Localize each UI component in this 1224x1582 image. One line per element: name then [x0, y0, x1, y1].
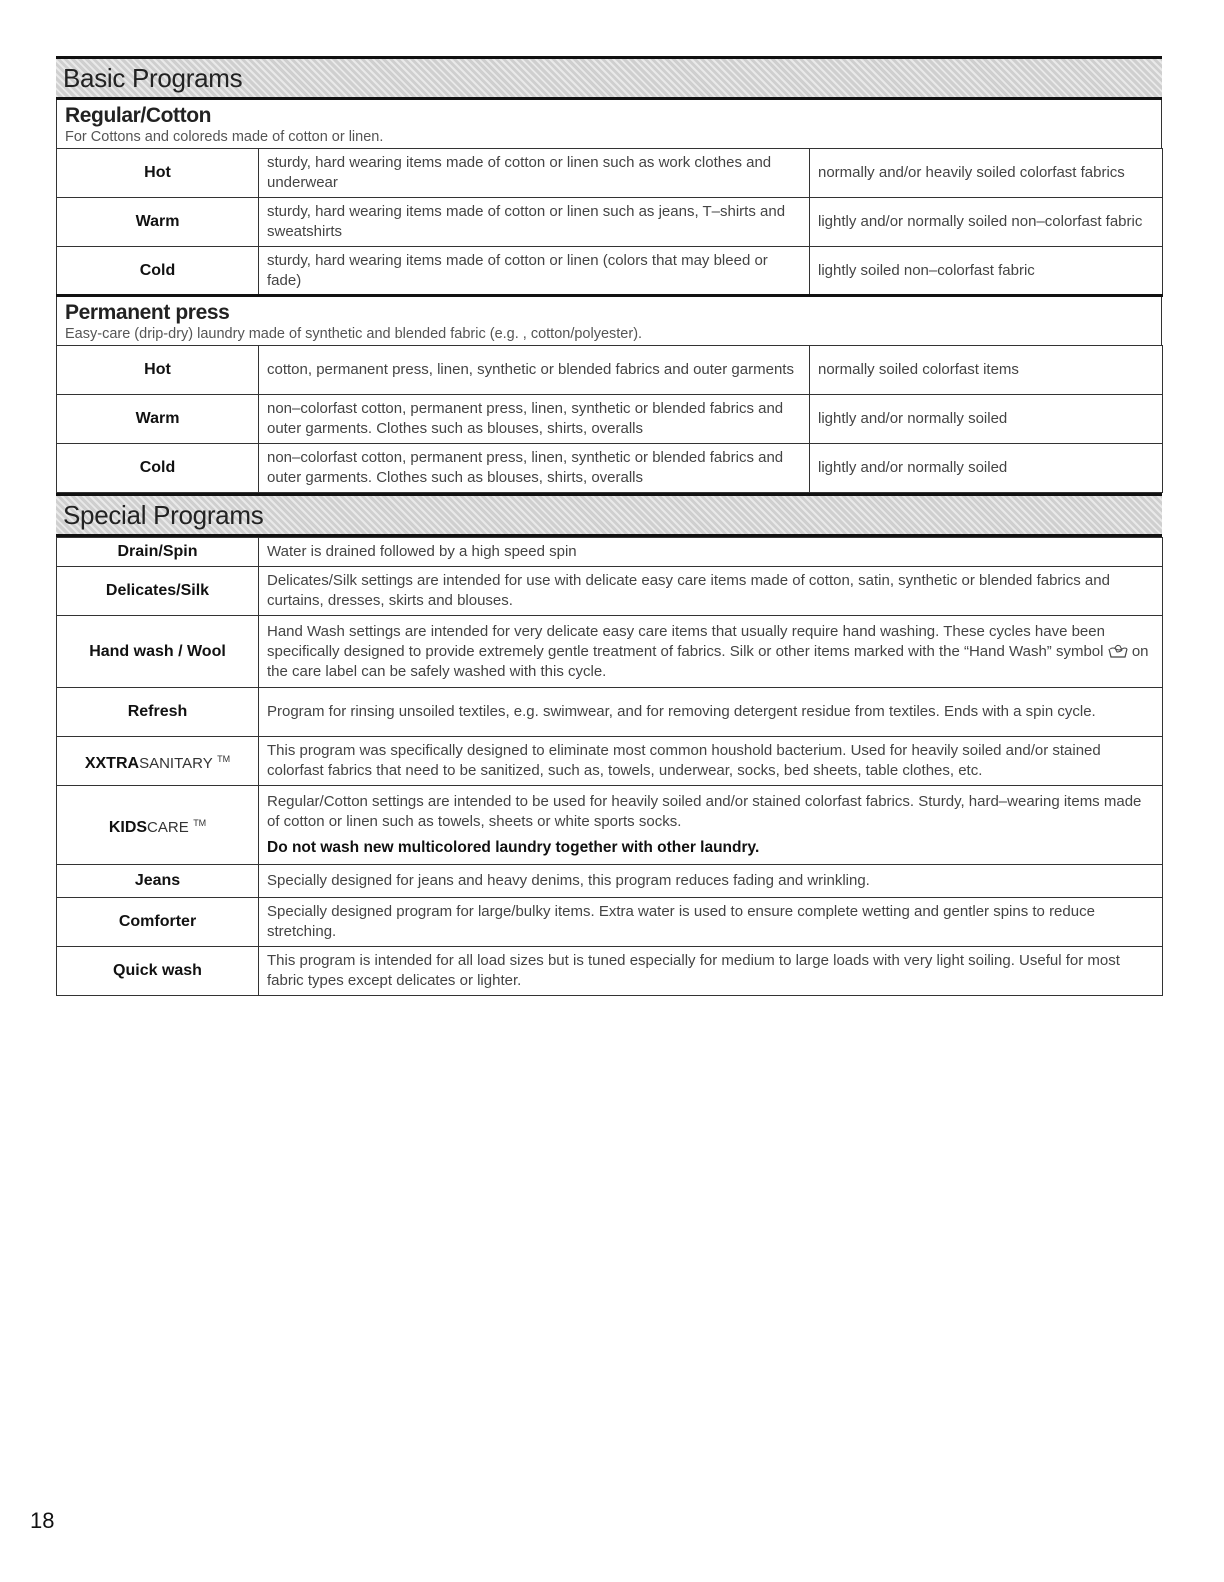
- program-desc: [259, 786, 1163, 865]
- items-cell: sturdy, hard wearing items made of cotton or linen such as work clothes and underwear: [259, 149, 810, 198]
- special-programs-banner: [56, 493, 1162, 537]
- program-label: [57, 737, 259, 786]
- program-desc: Specially designed for jeans and heavy denims, this program reduces fading and wrinkling.: [259, 865, 1163, 898]
- program-desc: This program is intended for all load sizes but is tuned especially for medium to large loads with very light soiling. Useful for most fabric types except delicates or lighter.: [259, 947, 1163, 996]
- table-row: [57, 688, 1163, 737]
- items-cell: sturdy, hard wearing items made of cotton or linen (colors that may bleed or fade): [259, 247, 810, 296]
- temp-label: Cold: [57, 444, 259, 493]
- temp-label: Cold: [57, 247, 259, 296]
- program-desc: [259, 616, 1163, 688]
- basic-programs-banner: [56, 56, 1162, 100]
- table-row: [57, 247, 1163, 296]
- soil-cell: lightly and/or normally soiled: [810, 395, 1163, 444]
- table-row: [57, 346, 1163, 395]
- table-row: [57, 865, 1163, 898]
- program-label: Delicates/Silk: [57, 567, 259, 616]
- program-label: Jeans: [57, 865, 259, 898]
- temp-label: Warm: [57, 395, 259, 444]
- basic-programs-title: Basic Programs: [63, 62, 243, 93]
- trademark-mark: TM: [217, 753, 231, 764]
- program-label: Hand wash / Wool: [57, 616, 259, 688]
- program-desc: This program was specifically designed to eliminate most common houshold bacterium. Used for heavily soiled and/or stained colorfast fabrics that need to be sanitized, such as, towels, underwear, socks, bed sheets, table clothes, etc.: [259, 737, 1163, 786]
- special-programs-table: [56, 537, 1163, 996]
- special-programs-title: Special Programs: [63, 499, 264, 530]
- program-label: [57, 786, 259, 865]
- table-row: [57, 444, 1163, 493]
- soil-cell: lightly and/or normally soiled: [810, 444, 1163, 493]
- kids-label-bold: KIDS: [108, 818, 148, 836]
- regular-cotton-desc: For Cottons and coloreds made of cotton or linen.: [65, 129, 384, 145]
- regular-cotton-header: [56, 100, 1162, 148]
- table-row: [57, 786, 1163, 865]
- temp-label: Hot: [57, 346, 259, 395]
- program-desc: Water is drained followed by a high speed spin: [259, 538, 1163, 567]
- kids-label-light: CARE: [147, 818, 189, 836]
- permanent-press-header: [56, 297, 1162, 345]
- regular-cotton-title: Regular/Cotton: [65, 104, 212, 127]
- xxtra-label-bold: XXTRA: [84, 754, 140, 772]
- xxtra-label-light: SANITARY: [139, 754, 213, 772]
- permanent-press-title: Permanent press: [65, 301, 230, 324]
- table-row: [57, 149, 1163, 198]
- soil-cell: normally soiled colorfast items: [810, 346, 1163, 395]
- permanent-press-table: [56, 345, 1163, 493]
- program-desc: Program for rinsing unsoiled textiles, e.g. swimwear, and for removing detergent residue from textiles. Ends with a spin cycle.: [259, 688, 1163, 737]
- table-row: [57, 538, 1163, 567]
- kids-warning: Do not wash new multicolored laundry together with other laundry.: [267, 839, 760, 856]
- items-cell: non–colorfast cotton, permanent press, linen, synthetic or blended fabrics and outer garments. Clothes such as blouses, shirts, overalls: [259, 444, 810, 493]
- hand-wash-symbol-icon: [1108, 644, 1128, 658]
- table-row: [57, 567, 1163, 616]
- program-label: Comforter: [57, 898, 259, 947]
- page-content: [56, 56, 1162, 996]
- soil-cell: lightly soiled non–colorfast fabric: [810, 247, 1163, 296]
- kids-desc: Regular/Cotton settings are intended to be used for heavily soiled and/or stained colorfast fabrics. Sturdy, hard–wearing items made of cotton or linen such as towels, sheets or white sports socks.: [267, 793, 1142, 830]
- table-row: [57, 737, 1163, 786]
- table-row: [57, 947, 1163, 996]
- permanent-press-desc: Easy-care (drip-dry) laundry made of synthetic and blended fabric (e.g. , cotton/polyester).: [65, 326, 643, 342]
- handwash-desc-before: Hand Wash settings are intended for very delicate easy care items that usually require hand washing. These cycles have been specifically designed to provide extremely gentle treatment of fabrics. Silk or other items marked with the “Hand Wash” symbol: [267, 622, 1105, 660]
- table-row: [57, 898, 1163, 947]
- trademark-mark: TM: [193, 817, 207, 828]
- table-row: [57, 616, 1163, 688]
- handwash-desc-after: on the care label can be safely washed with this cycle.: [267, 642, 1149, 680]
- program-label: Drain/Spin: [57, 538, 259, 567]
- regular-cotton-table: [56, 148, 1163, 297]
- program-label: Quick wash: [57, 947, 259, 996]
- temp-label: Warm: [57, 198, 259, 247]
- soil-cell: normally and/or heavily soiled colorfast fabrics: [810, 149, 1163, 198]
- table-row: [57, 198, 1163, 247]
- table-row: [57, 395, 1163, 444]
- items-cell: sturdy, hard wearing items made of cotton or linen such as jeans, T–shirts and sweatshirts: [259, 198, 810, 247]
- soil-cell: lightly and/or normally soiled non–colorfast fabric: [810, 198, 1163, 247]
- program-desc: Specially designed program for large/bulky items. Extra water is used to ensure complete wetting and gentler spins to reduce stretching.: [259, 898, 1163, 947]
- page-number: 18: [30, 1508, 55, 1533]
- items-cell: cotton, permanent press, linen, synthetic or blended fabrics and outer garments: [259, 346, 810, 395]
- program-label: Refresh: [57, 688, 259, 737]
- program-desc: Delicates/Silk settings are intended for use with delicate easy care items made of cotton, satin, synthetic or blended fabrics and curtains, dresses, skirts and blouses.: [259, 567, 1163, 616]
- temp-label: Hot: [57, 149, 259, 198]
- items-cell: non–colorfast cotton, permanent press, linen, synthetic or blended fabrics and outer garments. Clothes such as blouses, shirts, overalls: [259, 395, 810, 444]
